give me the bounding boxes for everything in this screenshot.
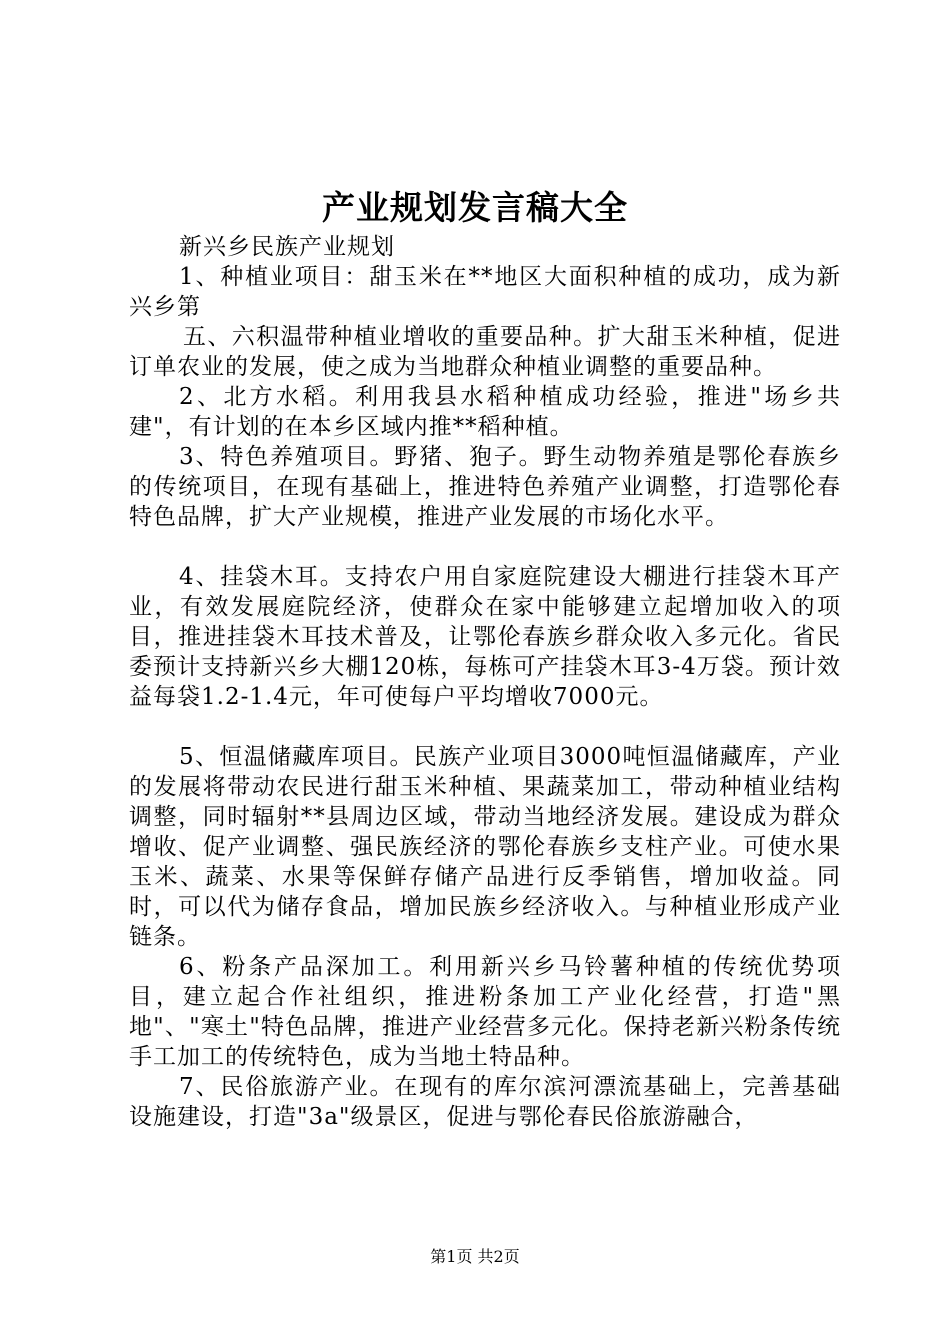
paragraph-item-7: 7、民俗旅游产业。在现有的库尔滨河漂流基础上，完善基础设施建设，打造"3a"级景区，促进与鄂伦春民俗旅游融合， xyxy=(129,1074,841,1130)
paragraph-item-1: 1、种植业项目：甜玉米在**地区大面积种植的成功，成为新兴乡第 xyxy=(129,264,841,320)
document-body xyxy=(129,232,841,1132)
paragraph-item-3: 3、特色养殖项目。野猪、狍子。野生动物养殖是鄂伦春族乡的传统项目，在现有基础上，推进特色养殖产业调整，打造鄂伦春特色品牌，扩大产业规模，推进产业发展的市场化水平。 xyxy=(129,444,841,530)
page-number: 第1页 共2页 xyxy=(430,1247,520,1266)
paragraph-item-4: 4、挂袋木耳。支持农户用自家庭院建设大棚进行挂袋木耳产业，有效发展庭院经济，使群众在家中能够建立起增加收入的项目，推进挂袋木耳技术普及，让鄂伦春族乡群众收入多元化。省民委预计支持新兴乡大棚120栋，每栋可产挂袋木耳3-4万袋。预计效益每袋1.2-1.4元，年可使每户平均增收7000元。 xyxy=(129,564,841,710)
paragraph-item-2: 2、北方水稻。利用我县水稻种植成功经验，推进"场乡共建"，有计划的在本乡区域内推**稻种植。 xyxy=(129,384,841,440)
paragraph-item-1-cont: 五、六积温带种植业增收的重要品种。扩大甜玉米种植，促进订单农业的发展，使之成为当地群众种植业调整的重要品种。 xyxy=(129,324,841,380)
document-title: 产业规划发言稿大全 xyxy=(322,188,628,227)
paragraph-item-5: 5、恒温储藏库项目。民族产业项目3000吨恒温储藏库，产业的发展将带动农民进行甜玉米种植、果蔬菜加工，带动种植业结构调整，同时辐射**县周边区域，带动当地经济发展。建设成为群众增收、促产业调整、强民族经济的鄂伦春族乡支柱产业。可使水果玉米、蔬菜、水果等保鲜存储产品进行反季销售，增加收益。同时，可以代为储存食品，增加民族乡经济收入。与种植业形成产业链条。 xyxy=(129,744,841,950)
paragraph-heading: 新兴乡民族产业规划 xyxy=(179,234,395,260)
paragraph-item-6: 6、粉条产品深加工。利用新兴乡马铃薯种植的传统优势项目，建立起合作社组织，推进粉条加工产业化经营，打造"黑地"、"寒土"特色品牌，推进产业经营多元化。保持老新兴粉条传统手工加工的传统特色，成为当地土特品种。 xyxy=(129,954,841,1070)
